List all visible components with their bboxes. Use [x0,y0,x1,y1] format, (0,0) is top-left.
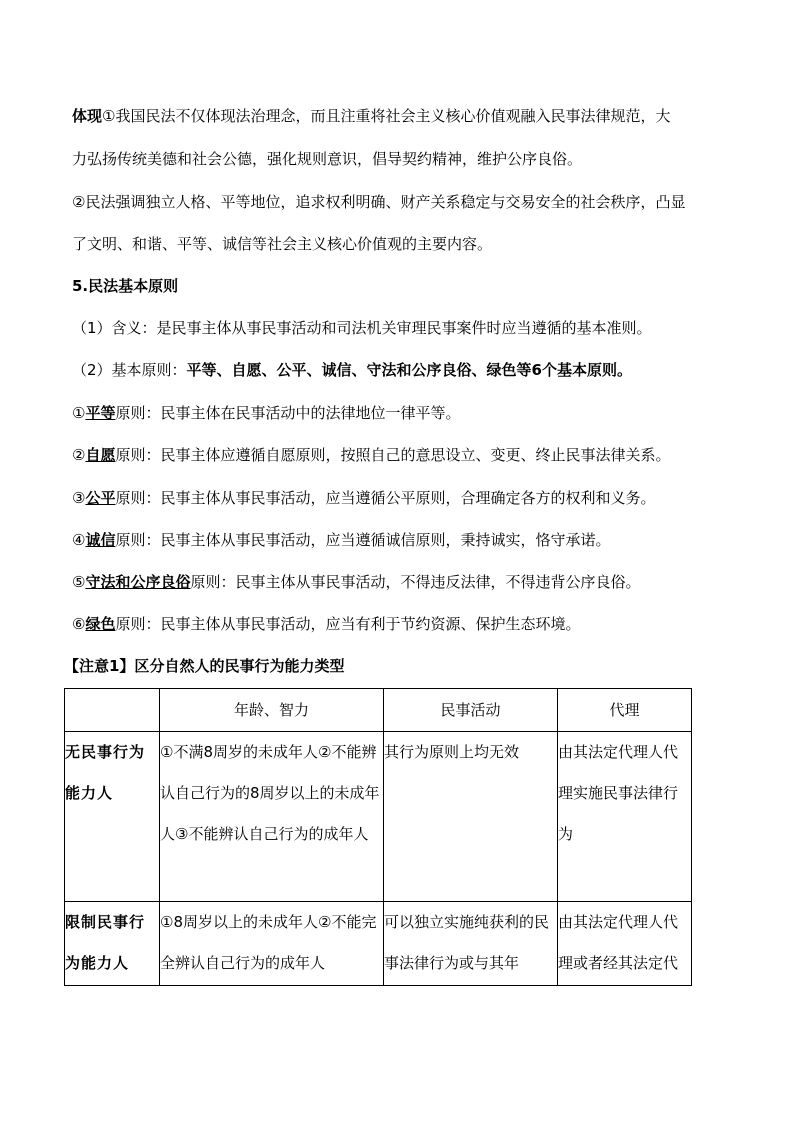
civil-law-line-2: 了文明、和谐、平等、诚信等社会主义核心价值观的主要内容。 [72,235,493,253]
embodiment-label: 体现 [72,107,103,125]
principle-number: ⑥ [72,615,86,633]
principle-text: 原则：民事主体应遵循自愿原则，按照自己的意思设立、变更、终止民事法律关系。 [115,446,671,464]
principle-text: 原则：民事主体从事民事活动，应当遵循诚信原则，秉持诚实，恪守承诺。 [115,531,611,549]
principle-key: 平等 [85,404,116,422]
principle-text: 原则：民事主体从事民事活动，应当有利于节约资源、保护生态环境。 [115,615,581,633]
principle-number: ① [72,404,86,422]
header-cell [65,689,160,732]
principle-key: 公平 [85,489,116,507]
embodiment-line-1 [72,106,732,126]
principle-item [72,488,732,508]
table-header-row [65,689,692,732]
row-header: 限制民事行为能力人 [65,902,160,986]
principle-key: 自愿 [85,446,116,464]
header-cell: 民事活动 [384,689,558,732]
principle-text: 原则：民事主体从事民事活动，不得违反法律，不得违背公序良俗。 [190,573,641,591]
header-cell: 代理 [558,689,692,732]
principle-item [72,530,732,550]
table-cell: ①不满8周岁的未成年人②不能辨认自己行为的8周岁以上的未成年人③不能辨认自己行为的成年人 [160,732,384,902]
principle-key: 守法和公序良俗 [85,573,191,591]
principle-number: ③ [72,489,86,507]
row-header: 无民事行为能力人 [65,732,160,902]
note-title: 【注意1】区分自然人的民事行为能力类型 [64,657,345,675]
principle-key: 诚信 [85,531,116,549]
principle-number: ② [72,446,86,464]
principle-text: 原则：民事主体从事民事活动，应当遵循公平原则，合理确定各方的权利和义务。 [115,489,656,507]
embodiment-text-1: ①我国民法不仅体现法治理念，而且注重将社会主义核心价值观融入民事法律规范，大 [102,107,671,125]
principle-item [72,403,732,423]
table-cell: 其行为原则上均无效 [384,732,558,902]
principle-number: ④ [72,531,86,549]
principle-number: ⑤ [72,573,86,591]
basic-principles-line [72,360,732,380]
principle-item [72,572,732,592]
principle-item [72,445,732,465]
table-cell: 由其法定代理人代理实施民事法律行为 [558,732,692,902]
civil-law-line-1: ②民法强调独立人格、平等地位，追求权利明确、财产关系稳定与交易安全的社会秩序，凸显 [72,193,686,211]
basic-principles-prefix: （2）基本原则： [72,361,187,379]
principle-item [72,614,732,634]
section-heading: 5.民法基本原则 [72,277,179,295]
table-cell: 由其法定代理人代理或者经其法定代 [558,902,692,986]
capacity-table [64,688,692,986]
header-cell: 年龄、智力 [160,689,384,732]
meaning-line: （1）含义：是民事主体从事民事活动和司法机关审理民事案件时应当遵循的基本准则。 [72,319,652,337]
table-cell: ①8周岁以上的未成年人②不能完全辨认自己行为的成年人 [160,902,384,986]
table-cell: 可以独立实施纯获利的民事法律行为或与其年 [384,902,558,986]
principle-key: 绿色 [85,615,116,633]
principle-text: 原则：民事主体在民事活动中的法律地位一律平等。 [115,404,461,422]
embodiment-line-2: 力弘扬传统美德和社会公德，强化规则意识，倡导契约精神，维护公序良俗。 [72,150,583,168]
basic-principles-list: 平等、自愿、公平、诚信、守法和公序良俗、绿色等6个基本原则。 [186,361,632,379]
table-row [65,902,692,986]
table-row [65,732,692,902]
